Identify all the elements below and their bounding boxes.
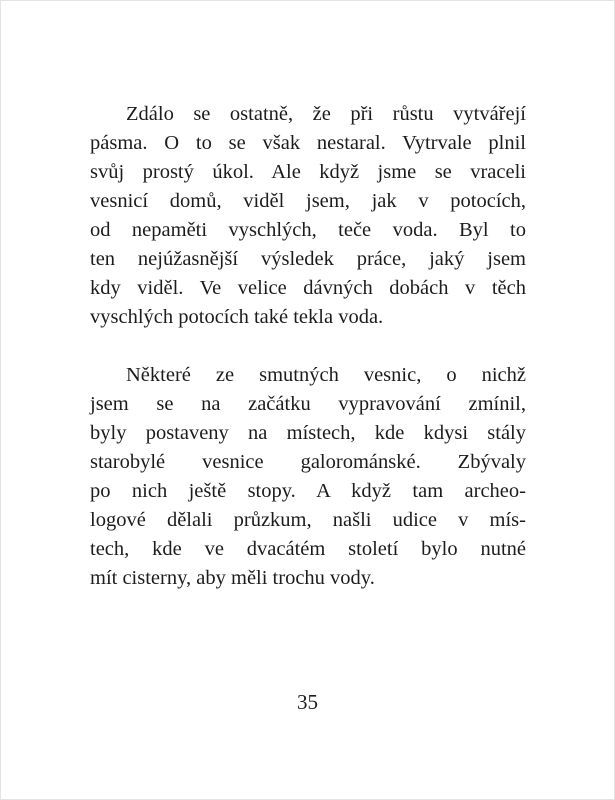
text-line: Některé ze smutných vesnic, o nichž bbox=[126, 364, 526, 386]
text-line: pásma. O to se však nestaral. Vytrvale plnil bbox=[90, 132, 526, 154]
text-line: svůj prostý úkol. Ale když jsme se vraceli bbox=[90, 161, 526, 183]
text-line: vyschlých potocích také tekla voda. bbox=[90, 306, 384, 328]
text-line: mít cisterny, aby měli trochu vody. bbox=[90, 567, 375, 589]
text-line: byly postaveny na místech, kde kdysi stály bbox=[90, 422, 526, 444]
text-line: tech, kde ve dvacátém století bylo nutné bbox=[90, 538, 526, 560]
text-line: Zdálo se ostatně, že při růstu vytvářejí bbox=[126, 103, 526, 125]
text-line: logové dělali průzkum, našli udice v mís- bbox=[90, 509, 526, 531]
text-line: po nich ještě stopy. A když tam archeo- bbox=[90, 480, 526, 502]
paragraph bbox=[90, 100, 526, 332]
text-line: vesnicí domů, viděl jsem, jak v potocích, bbox=[90, 190, 526, 212]
body-text bbox=[90, 100, 526, 593]
text-line: od nepaměti vyschlých, teče voda. Byl to bbox=[90, 219, 526, 241]
text-line: kdy viděl. Ve velice dávných dobách v těch bbox=[90, 277, 526, 299]
text-line: starobylé vesnice galorománské. Zbývaly bbox=[90, 451, 526, 473]
page-number: 35 bbox=[297, 690, 318, 714]
text-line: ten nejúžasnější výsledek práce, jaký jsem bbox=[90, 248, 526, 270]
paragraph bbox=[90, 361, 526, 593]
text-line: jsem se na začátku vypravování zmínil, bbox=[90, 393, 526, 415]
